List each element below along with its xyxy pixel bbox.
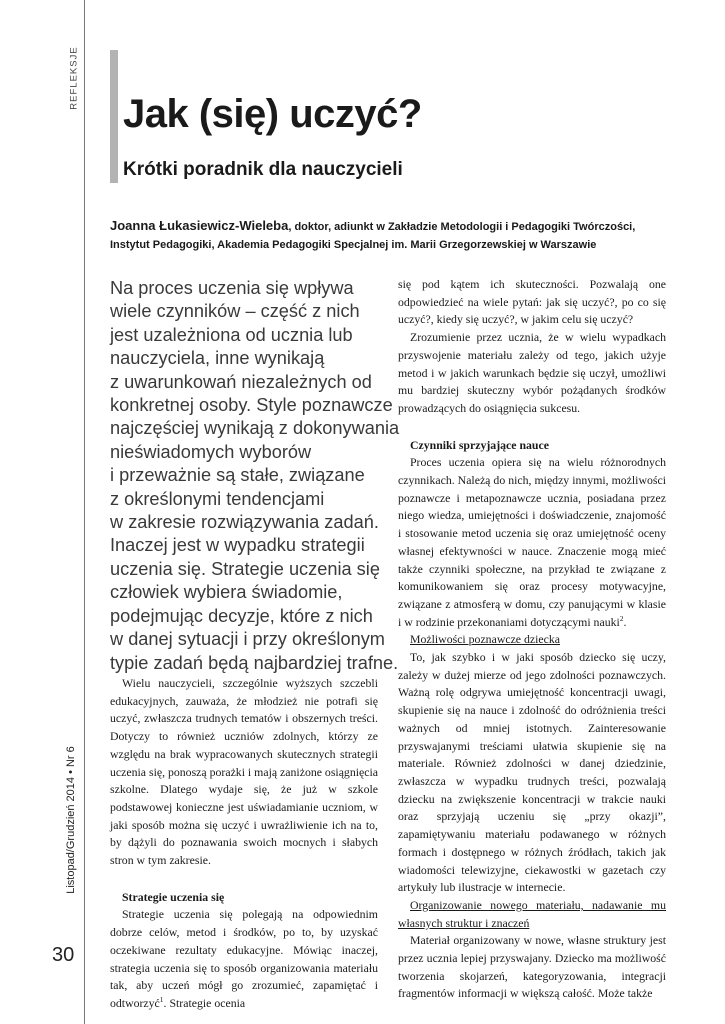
lead-line: typie zadań będą najbardziej trafne.: [110, 652, 399, 673]
lead-line: Na proces uczenia się wpływa: [110, 278, 354, 298]
lead-line: jest uzależniona od ucznia lub: [110, 324, 353, 345]
section-heading: Strategie uczenia się: [122, 889, 225, 904]
left-body-column: [110, 675, 378, 1013]
author-affiliation: , doktor, adiunkt w Zakładzie Metodologii i Pedagogiki Twórczości,: [288, 221, 636, 233]
lead-line: nauczyciela, inne wynikają: [110, 348, 325, 369]
subsection-heading: Organizowanie nowego materiału, nadawanie mu własnych struktur i znaczeń: [398, 897, 666, 930]
lead-line: konkretnej osoby. Style poznawcze: [110, 395, 393, 416]
footnote-ref: 2: [619, 613, 624, 623]
margin-rule: [84, 0, 85, 1024]
section-label-text: REFLEKSJE: [68, 46, 80, 110]
section-label: [66, 48, 82, 108]
lead-line: w zakresie rozwiązywania zadań.: [110, 512, 379, 533]
body-paragraph: To, jak szybko i w jaki sposób dziecko się uczy, zależy w dużej mierze od jego zdolności poznawczych. Ważną rolę odgrywa umiejętność koncentracji uwagi, skupienie się na nauce i zdolność do odróżnienia treści ważnych od mniej istotnych. Zainteresowanie przyswajanymi treściami ułatwia skupienie się na materiale. Również zdolności w danej dziedzinie, zwłaszcza w wypadku trudnych treści, pozwalają dziecku na zwiększenie koncentracji w trakcie nauki oraz sprzyjają uczeniu się „przy okazji”, zapamiętywaniu materiału podawanego w różnych formach i dostępnego w różnych źródłach, takich jak wiadomości telewizyjne, ciekawostki w gazetach czy artykuły lub ilustracje w internecie.: [398, 650, 666, 895]
lead-line: podejmując decyzje, które z nich: [110, 605, 373, 626]
body-text: . Strategie ocenia: [163, 995, 246, 1010]
article-subtitle: Krótki poradnik dla nauczycieli: [123, 159, 403, 180]
body-paragraph: się pod kątem ich skuteczności. Pozwalają one odpowiedzieć na wiele pytań: jak się uczyć?, po co się uczyć?, kiedy się uczyć?, w jakim celu się uczyć?: [398, 277, 666, 327]
body-text: .: [623, 614, 627, 629]
lead-line: najczęściej wynikają z dokonywania: [110, 418, 400, 439]
lead-line: w danej sytuacji i przy określonym: [110, 629, 385, 650]
issue-label: [60, 700, 82, 940]
lead-line: uczenia się. Strategie uczenia się: [110, 558, 380, 579]
lead-paragraph: [110, 277, 400, 675]
lead-line: z uwarunkowań niezależnych od: [110, 371, 372, 392]
body-text: Strategie uczenia się polegają na odpowiednim dobrze celów, metod i środków, po to, by uzyskać oczekiwane rezultaty edukacyjne. Mówiąc inaczej, strategia uczenia się to sposób organizowania materiału tak, aby uczeń mógł go zrozumieć, zapamiętać i odtworzyć: [110, 907, 378, 1010]
title-accent-bar: [110, 50, 118, 183]
issue-label-text: Listopad/Grudzień 2014 • Nr 6: [65, 746, 77, 894]
body-paragraph: Zrozumienie przez ucznia, że w wielu wypadkach przyswojenie materiału zależy od tego, jakich użyje metod i w jakich warunkach będzie się uczył, umożliwi mu bardziej skuteczny wybór pożądanych środków prowadzących do osiągnięcia sukcesu.: [398, 330, 666, 415]
article-title: Jak (się) uczyć?: [123, 92, 422, 136]
body-paragraph: [110, 906, 378, 1012]
lead-line: wiele czynników – część z nich: [110, 301, 360, 322]
right-body-column: [398, 276, 666, 1003]
author-block: [110, 217, 670, 254]
lead-line: Inaczej jest w wypadku strategii: [110, 535, 365, 556]
lead-line: człowiek wybiera świadomie,: [110, 582, 343, 603]
body-paragraph: Materiał organizowany w nowe, własne struktury jest przez ucznia lepiej przyswajany. Dziecko ma możliwość tworzenia skojarzeń, kategoryzowania, integracji fragmentów informacji w większą całość. Może także: [398, 933, 666, 1001]
lead-line: nieświadomych wyborów: [110, 441, 312, 462]
body-paragraph: [398, 454, 666, 631]
subsection-heading: Możliwości poznawcze dziecka: [410, 632, 561, 647]
footnote-ref: 1: [159, 995, 164, 1005]
body-text: Proces uczenia opiera się na wielu różnorodnych czynnikach. Należą do nich, między innymi, możliwości poznawcze i metapoznawcze ucznia, posiadana przez niego wiedza, umiejętności i doświadczenie, znajomość i stosowanie metod uczenia się oraz umiejętność oceny własnej efektywności w nauce. Znaczenie mogą mieć także czynniki społeczne, na przykład te związane z komunikowaniem się oraz procesy motywacyjne, związane z atmosferą w domu, czy panującymi w klasie i w rodzinie przekonaniami dotyczącymi nauki: [398, 455, 666, 629]
lead-line: i przeważnie są stałe, związane: [110, 465, 365, 486]
section-heading: Czynniki sprzyjające nauce: [410, 437, 549, 452]
page-number: 30: [52, 944, 75, 966]
author-name: Joanna Łukasiewicz-Wieleba: [110, 218, 289, 233]
body-paragraph: Wielu nauczycieli, szczególnie wyższych szczebli edukacyjnych, zauważa, że młodzież nie potrafi się uczyć, zwłaszcza trudnych tematów i obszernych treści. Dotyczy to również uczniów zdolnych, którzy ze względu na brak wypracowanych skutecznych strategii uczenia się, ponoszą porażki i mają zaniżone osiągnięcia szkolne. Dlatego wydaje się, że już w szkole podstawowej konieczne jest uświadamianie uczniom, w jaki sposób można się uczyć i uwrażliwienie ich na to, by dążyli do poznawania swoich mocnych i słabych stron w tym zakresie.: [110, 676, 378, 868]
lead-line: z określonymi tendencjami: [110, 488, 325, 509]
author-affiliation-2: Instytut Pedagogiki, Akademia Pedagogiki Specjalnej im. Marii Grzegorzewskiej w Warszawie: [110, 239, 597, 251]
